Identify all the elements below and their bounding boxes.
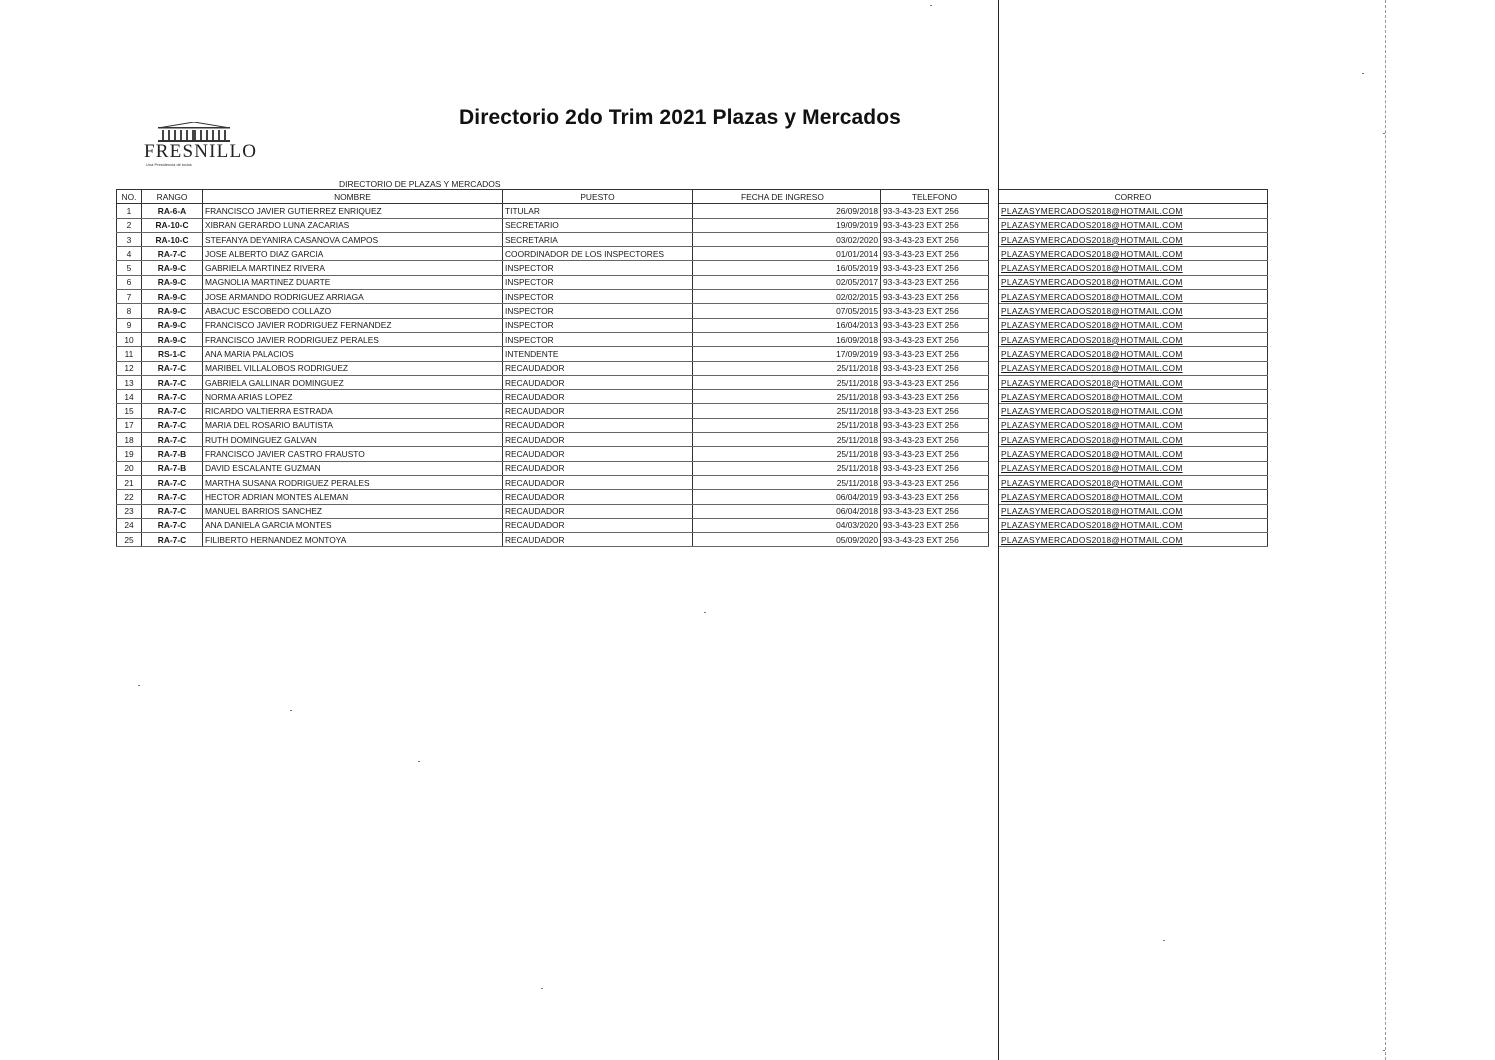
cell-nombre: JOSE ARMANDO RODRIGUEZ ARRIAGA <box>203 290 503 304</box>
cell-correo[interactable]: PLAZASYMERCADOS2018@HOTMAIL.COM <box>999 275 1268 289</box>
cell-correo[interactable]: PLAZASYMERCADOS2018@HOTMAIL.COM <box>999 204 1268 218</box>
cell-telefono: 93-3-43-23 EXT 256 <box>881 275 989 289</box>
cell-no: 25 <box>117 533 142 547</box>
table-row <box>117 533 1268 547</box>
gap-cell <box>989 390 999 404</box>
cell-rango: RA-7-C <box>142 475 203 489</box>
cell-correo[interactable]: PLAZASYMERCADOS2018@HOTMAIL.COM <box>999 332 1268 346</box>
col-header-telefono: TELEFONO <box>881 190 989 204</box>
table-row <box>117 504 1268 518</box>
cell-rango: RA-7-C <box>142 533 203 547</box>
cell-correo[interactable]: PLAZASYMERCADOS2018@HOTMAIL.COM <box>999 490 1268 504</box>
gap-cell <box>989 361 999 375</box>
cell-fecha: 06/04/2019 <box>693 490 881 504</box>
cell-fecha: 07/05/2015 <box>693 304 881 318</box>
table-row <box>117 261 1268 275</box>
cell-telefono: 93-3-43-23 EXT 256 <box>881 433 989 447</box>
table-row <box>117 490 1268 504</box>
cell-puesto: RECAUDADOR <box>503 418 693 432</box>
cell-correo[interactable]: PLAZASYMERCADOS2018@HOTMAIL.COM <box>999 261 1268 275</box>
col-header-puesto: PUESTO <box>503 190 693 204</box>
gap-cell <box>989 204 999 218</box>
cell-telefono: 93-3-43-23 EXT 256 <box>881 375 989 389</box>
table-caption: DIRECTORIO DE PLAZAS Y MERCADOS <box>339 179 501 189</box>
cell-rango: RS-1-C <box>142 347 203 361</box>
table-row <box>117 461 1268 475</box>
cell-rango: RA-10-C <box>142 232 203 246</box>
cell-nombre: JOSE ALBERTO DIAZ GARCIA <box>203 247 503 261</box>
cell-telefono: 93-3-43-23 EXT 256 <box>881 418 989 432</box>
table-row <box>117 447 1268 461</box>
cell-correo[interactable]: PLAZASYMERCADOS2018@HOTMAIL.COM <box>999 218 1268 232</box>
cell-no: 3 <box>117 232 142 246</box>
cell-fecha: 16/05/2019 <box>693 261 881 275</box>
gap-cell <box>989 490 999 504</box>
cell-telefono: 93-3-43-23 EXT 256 <box>881 290 989 304</box>
cell-puesto: RECAUDADOR <box>503 461 693 475</box>
cell-rango: RA-9-C <box>142 318 203 332</box>
cell-fecha: 05/09/2020 <box>693 533 881 547</box>
cell-telefono: 93-3-43-23 EXT 256 <box>881 404 989 418</box>
table-row <box>117 332 1268 346</box>
cell-telefono: 93-3-43-23 EXT 256 <box>881 318 989 332</box>
cell-correo[interactable]: PLAZASYMERCADOS2018@HOTMAIL.COM <box>999 447 1268 461</box>
speck <box>138 685 140 686</box>
cell-rango: RA-10-C <box>142 218 203 232</box>
cell-fecha: 25/11/2018 <box>693 418 881 432</box>
gap-cell <box>989 304 999 318</box>
cell-no: 11 <box>117 347 142 361</box>
gap-cell <box>989 418 999 432</box>
cell-nombre: FRANCISCO JAVIER GUTIERREZ ENRIQUEZ <box>203 204 503 218</box>
cell-telefono: 93-3-43-23 EXT 256 <box>881 518 989 532</box>
cell-correo[interactable]: PLAZASYMERCADOS2018@HOTMAIL.COM <box>999 232 1268 246</box>
cell-rango: RA-7-B <box>142 447 203 461</box>
cell-fecha: 25/11/2018 <box>693 390 881 404</box>
cell-puesto: SECRETARIO <box>503 218 693 232</box>
speck <box>1362 73 1364 74</box>
table-row <box>117 318 1268 332</box>
cell-nombre: MARTHA SUSANA RODRIGUEZ PERALES <box>203 475 503 489</box>
cell-correo[interactable]: PLAZASYMERCADOS2018@HOTMAIL.COM <box>999 304 1268 318</box>
table-row <box>117 218 1268 232</box>
cell-rango: RA-9-C <box>142 304 203 318</box>
cell-nombre: GABRIELA MARTINEZ RIVERA <box>203 261 503 275</box>
cell-puesto: COORDINADOR DE LOS INSPECTORES <box>503 247 693 261</box>
cell-telefono: 93-3-43-23 EXT 256 <box>881 304 989 318</box>
cell-nombre: MARIBEL VILLALOBOS RODRIGUEZ <box>203 361 503 375</box>
cell-no: 18 <box>117 433 142 447</box>
cell-nombre: RUTH DOMINGUEZ GALVAN <box>203 433 503 447</box>
cell-fecha: 25/11/2018 <box>693 447 881 461</box>
cell-fecha: 25/11/2018 <box>693 375 881 389</box>
cell-fecha: 25/11/2018 <box>693 475 881 489</box>
cell-no: 2 <box>117 218 142 232</box>
table-row <box>117 375 1268 389</box>
gap-cell <box>989 433 999 447</box>
cell-rango: RA-9-C <box>142 332 203 346</box>
gap-cell <box>989 533 999 547</box>
speck <box>930 5 932 6</box>
cell-telefono: 93-3-43-23 EXT 256 <box>881 347 989 361</box>
cell-puesto: RECAUDADOR <box>503 361 693 375</box>
cell-no: 23 <box>117 504 142 518</box>
cell-correo[interactable]: PLAZASYMERCADOS2018@HOTMAIL.COM <box>999 404 1268 418</box>
gap-cell <box>989 275 999 289</box>
cell-no: 17 <box>117 418 142 432</box>
cell-puesto: SECRETARIA <box>503 232 693 246</box>
cell-telefono: 93-3-43-23 EXT 256 <box>881 475 989 489</box>
cell-telefono: 93-3-43-23 EXT 256 <box>881 261 989 275</box>
table-row <box>117 304 1268 318</box>
cell-puesto: RECAUDADOR <box>503 490 693 504</box>
cell-no: 7 <box>117 290 142 304</box>
table-row <box>117 247 1268 261</box>
cell-fecha: 04/03/2020 <box>693 518 881 532</box>
cell-no: 4 <box>117 247 142 261</box>
cell-correo[interactable]: PLAZASYMERCADOS2018@HOTMAIL.COM <box>999 518 1268 532</box>
cell-nombre: ABACUC ESCOBEDO COLLAZO <box>203 304 503 318</box>
directory-table <box>116 189 1268 547</box>
cell-rango: RA-6-A <box>142 204 203 218</box>
cell-correo[interactable]: PLAZASYMERCADOS2018@HOTMAIL.COM <box>999 247 1268 261</box>
cell-no: 12 <box>117 361 142 375</box>
cell-no: 14 <box>117 390 142 404</box>
cell-no: 13 <box>117 375 142 389</box>
col-header-no: NO. <box>117 190 142 204</box>
cell-rango: RA-7-C <box>142 418 203 432</box>
cell-puesto: RECAUDADOR <box>503 518 693 532</box>
gap-cell <box>989 332 999 346</box>
cell-fecha: 25/11/2018 <box>693 361 881 375</box>
col-header-correo: CORREO <box>999 190 1268 204</box>
cell-correo[interactable]: PLAZASYMERCADOS2018@HOTMAIL.COM <box>999 361 1268 375</box>
fresnillo-logo <box>142 122 258 168</box>
cell-puesto: RECAUDADOR <box>503 390 693 404</box>
cell-puesto: RECAUDADOR <box>503 475 693 489</box>
speck <box>418 761 420 762</box>
cell-fecha: 02/02/2015 <box>693 290 881 304</box>
cell-rango: RA-7-C <box>142 247 203 261</box>
cell-puesto: RECAUDADOR <box>503 533 693 547</box>
cell-fecha: 25/11/2018 <box>693 461 881 475</box>
cell-nombre: HECTOR ADRIAN MONTES ALEMAN <box>203 490 503 504</box>
gap-cell <box>989 404 999 418</box>
cell-no: 24 <box>117 518 142 532</box>
table-row <box>117 361 1268 375</box>
cell-nombre: ANA MARIA PALACIOS <box>203 347 503 361</box>
table-row <box>117 275 1268 289</box>
cell-puesto: INSPECTOR <box>503 290 693 304</box>
cell-nombre: MARIA DEL ROSARIO BAUTISTA <box>203 418 503 432</box>
col-header-fecha: FECHA DE INGRESO <box>693 190 881 204</box>
cell-puesto: RECAUDADOR <box>503 433 693 447</box>
cell-no: 5 <box>117 261 142 275</box>
page-edge-line <box>1385 0 1386 1060</box>
page-title: Directorio 2do Trim 2021 Plazas y Mercados <box>459 106 901 129</box>
page-divider-line <box>998 0 999 1060</box>
col-header-rango: RANGO <box>142 190 203 204</box>
cell-fecha: 06/04/2018 <box>693 504 881 518</box>
cell-fecha: 01/01/2014 <box>693 247 881 261</box>
cell-no: 8 <box>117 304 142 318</box>
speck <box>1383 1050 1385 1051</box>
cell-telefono: 93-3-43-23 EXT 256 <box>881 447 989 461</box>
cell-telefono: 93-3-43-23 EXT 256 <box>881 504 989 518</box>
cell-nombre: FRANCISCO JAVIER CASTRO FRAUSTO <box>203 447 503 461</box>
speck <box>704 612 706 613</box>
cell-nombre: DAVID ESCALANTE GUZMAN <box>203 461 503 475</box>
cell-nombre: ANA DANIELA GARCIA MONTES <box>203 518 503 532</box>
cell-no: 15 <box>117 404 142 418</box>
header-row <box>117 190 1268 204</box>
cell-fecha: 25/11/2018 <box>693 404 881 418</box>
gap-cell <box>989 447 999 461</box>
cell-no: 6 <box>117 275 142 289</box>
cell-puesto: RECAUDADOR <box>503 375 693 389</box>
cell-fecha: 16/09/2018 <box>693 332 881 346</box>
cell-fecha: 02/05/2017 <box>693 275 881 289</box>
gap-cell <box>989 347 999 361</box>
gap-cell <box>989 504 999 518</box>
cell-rango: RA-7-C <box>142 404 203 418</box>
table-row <box>117 390 1268 404</box>
cell-rango: RA-7-C <box>142 390 203 404</box>
cell-puesto: INSPECTOR <box>503 332 693 346</box>
cell-puesto: RECAUDADOR <box>503 447 693 461</box>
cell-puesto: TITULAR <box>503 204 693 218</box>
table-row <box>117 290 1268 304</box>
cell-rango: RA-9-C <box>142 261 203 275</box>
cell-fecha: 03/02/2020 <box>693 232 881 246</box>
cell-telefono: 93-3-43-23 EXT 256 <box>881 232 989 246</box>
cell-rango: RA-7-C <box>142 375 203 389</box>
cell-puesto: INSPECTOR <box>503 275 693 289</box>
cell-correo[interactable]: PLAZASYMERCADOS2018@HOTMAIL.COM <box>999 375 1268 389</box>
cell-correo[interactable]: PLAZASYMERCADOS2018@HOTMAIL.COM <box>999 318 1268 332</box>
cell-nombre: FRANCISCO JAVIER RODRIGUEZ FERNANDEZ <box>203 318 503 332</box>
cell-correo[interactable]: PLAZASYMERCADOS2018@HOTMAIL.COM <box>999 418 1268 432</box>
logo-tagline: Una Presidencia de todos <box>146 162 192 167</box>
cell-correo[interactable]: PLAZASYMERCADOS2018@HOTMAIL.COM <box>999 533 1268 547</box>
cell-nombre: GABRIELA GALLINAR DOMINGUEZ <box>203 375 503 389</box>
cell-telefono: 93-3-43-23 EXT 256 <box>881 332 989 346</box>
cell-nombre: MANUEL BARRIOS SANCHEZ <box>203 504 503 518</box>
cell-puesto: INSPECTOR <box>503 261 693 275</box>
cell-nombre: XIBRAN GERARDO LUNA ZACARIAS <box>203 218 503 232</box>
table-row <box>117 433 1268 447</box>
cell-nombre: STEFANYA DEYANIRA CASANOVA CAMPOS <box>203 232 503 246</box>
gap-cell <box>989 218 999 232</box>
cell-fecha: 26/09/2018 <box>693 204 881 218</box>
cell-no: 21 <box>117 475 142 489</box>
cell-correo[interactable]: PLAZASYMERCADOS2018@HOTMAIL.COM <box>999 390 1268 404</box>
speck <box>290 710 292 711</box>
cell-rango: RA-9-C <box>142 290 203 304</box>
cell-telefono: 93-3-43-23 EXT 256 <box>881 390 989 404</box>
cell-no: 10 <box>117 332 142 346</box>
table-row <box>117 518 1268 532</box>
col-gap <box>989 190 999 204</box>
cell-puesto: INSPECTOR <box>503 304 693 318</box>
gap-cell <box>989 232 999 246</box>
table-row <box>117 475 1268 489</box>
gap-cell <box>989 318 999 332</box>
table-row <box>117 232 1268 246</box>
table-row <box>117 204 1268 218</box>
cell-puesto: RECAUDADOR <box>503 404 693 418</box>
cell-no: 1 <box>117 204 142 218</box>
gap-cell <box>989 247 999 261</box>
cell-puesto: RECAUDADOR <box>503 504 693 518</box>
cell-no: 19 <box>117 447 142 461</box>
gap-cell <box>989 461 999 475</box>
speck <box>1383 133 1385 134</box>
cell-nombre: RICARDO VALTIERRA ESTRADA <box>203 404 503 418</box>
cell-telefono: 93-3-43-23 EXT 256 <box>881 247 989 261</box>
cell-fecha: 17/09/2019 <box>693 347 881 361</box>
cell-telefono: 93-3-43-23 EXT 256 <box>881 533 989 547</box>
logo-name: FRESNILLO <box>144 141 258 162</box>
cell-correo[interactable]: PLAZASYMERCADOS2018@HOTMAIL.COM <box>999 475 1268 489</box>
cell-correo[interactable]: PLAZASYMERCADOS2018@HOTMAIL.COM <box>999 290 1268 304</box>
cell-rango: RA-9-C <box>142 275 203 289</box>
cell-correo[interactable]: PLAZASYMERCADOS2018@HOTMAIL.COM <box>999 461 1268 475</box>
cell-correo[interactable]: PLAZASYMERCADOS2018@HOTMAIL.COM <box>999 433 1268 447</box>
cell-telefono: 93-3-43-23 EXT 256 <box>881 204 989 218</box>
gap-cell <box>989 475 999 489</box>
cell-nombre: NORMA ARIAS LOPEZ <box>203 390 503 404</box>
cell-correo[interactable]: PLAZASYMERCADOS2018@HOTMAIL.COM <box>999 504 1268 518</box>
cell-rango: RA-7-C <box>142 433 203 447</box>
table-row <box>117 347 1268 361</box>
cell-telefono: 93-3-43-23 EXT 256 <box>881 218 989 232</box>
cell-no: 9 <box>117 318 142 332</box>
cell-rango: RA-7-B <box>142 461 203 475</box>
cell-telefono: 93-3-43-23 EXT 256 <box>881 361 989 375</box>
table-row <box>117 418 1268 432</box>
cell-fecha: 25/11/2018 <box>693 433 881 447</box>
cell-rango: RA-7-C <box>142 490 203 504</box>
cell-fecha: 16/04/2013 <box>693 318 881 332</box>
cell-rango: RA-7-C <box>142 518 203 532</box>
speck <box>1163 940 1165 941</box>
cell-rango: RA-7-C <box>142 361 203 375</box>
cell-no: 20 <box>117 461 142 475</box>
table-row <box>117 404 1268 418</box>
cell-telefono: 93-3-43-23 EXT 256 <box>881 461 989 475</box>
cell-fecha: 19/09/2019 <box>693 218 881 232</box>
cell-no: 22 <box>117 490 142 504</box>
gap-cell <box>989 290 999 304</box>
gap-cell <box>989 375 999 389</box>
gap-cell <box>989 518 999 532</box>
cell-nombre: FILIBERTO HERNANDEZ MONTOYA <box>203 533 503 547</box>
table-body <box>117 204 1268 547</box>
col-header-nombre: NOMBRE <box>203 190 503 204</box>
cell-puesto: INTENDENTE <box>503 347 693 361</box>
cell-nombre: MAGNOLIA MARTINEZ DUARTE <box>203 275 503 289</box>
cell-telefono: 93-3-43-23 EXT 256 <box>881 490 989 504</box>
cell-nombre: FRANCISCO JAVIER RODRIGUEZ PERALES <box>203 332 503 346</box>
speck <box>541 988 543 989</box>
cell-puesto: INSPECTOR <box>503 318 693 332</box>
cell-rango: RA-7-C <box>142 504 203 518</box>
cell-correo[interactable]: PLAZASYMERCADOS2018@HOTMAIL.COM <box>999 347 1268 361</box>
gap-cell <box>989 261 999 275</box>
